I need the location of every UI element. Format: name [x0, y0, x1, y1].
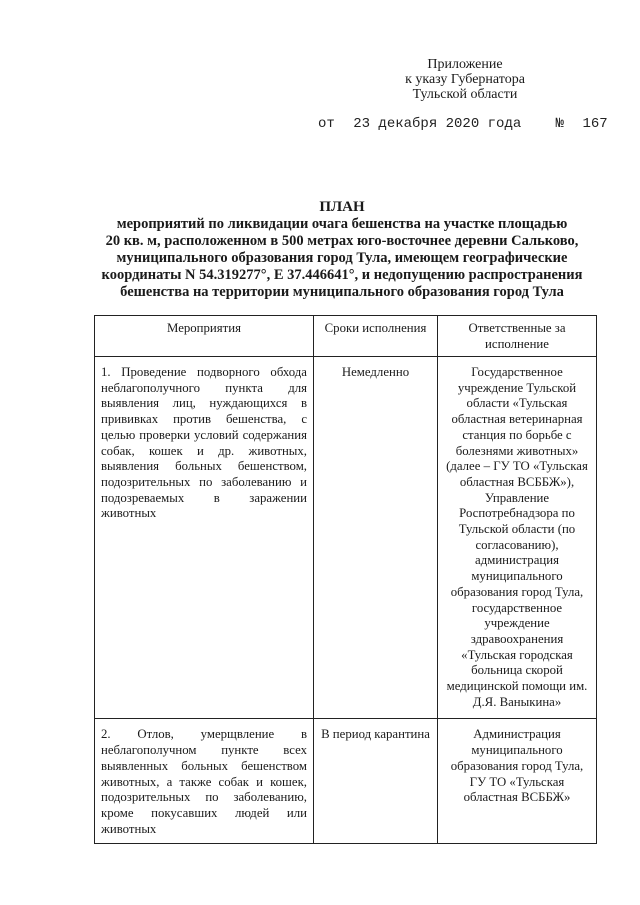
header-responsible: Ответственные за исполнение [438, 316, 597, 357]
row-responsible: Государственное учреждение Тульской области «Тульская областная ветеринарная станция по борьбе с болезнями животных» (далее – ГУ ТО «Тульская областная ВСББЖ»), Управление Роспотребнадзора по Тульской области (по согласованию), администрация муниципального образования город Тула, государственное учреждение здравоохранения «Тульская городская больница скорой медицинской помощи им. Д.Я. Ваныкина» [438, 357, 597, 719]
table-header-row [95, 316, 597, 357]
title-line-4: координаты N 54.319277°, E 37.446641°, и недопущению распространения [101, 267, 583, 283]
row-measure: 1. Проведение подворного обхода неблагополучного пункта для выявления лиц, нуждающихся в прививках против бешенства, с целью проверки условий содержания собак, кошек и др. животных, выявления больных бешенством, подозрительных по заболеванию и подозреваемых в заражении животных [95, 357, 314, 719]
decree-number-sign: № [555, 116, 565, 132]
row-deadline: В период карантина [314, 719, 438, 844]
title-line-5: бешенства на территории муниципального образования город Тула [120, 284, 564, 300]
title-line-2: 20 кв. м, расположенном в 500 метрах юго-восточнее деревни Сальково, [105, 233, 579, 249]
row-measure: 2. Отлов, умерщвление в неблагополучном пункте всех выявленных больных бешенством животных, а также собак и кошек, подозрительных по заболеванию, кроме покусавших людей или животных [95, 719, 314, 844]
appendix-line-2: к указу Губернатора [405, 72, 525, 87]
decree-number: 167 [582, 116, 608, 132]
decree-prefix: от [318, 116, 335, 132]
plan-table [94, 315, 597, 844]
header-measures: Мероприятия [95, 316, 314, 357]
row-responsible: Администрация муниципального образования город Тула, ГУ ТО «Тульская областная ВСББЖ» [438, 719, 597, 844]
decree-line [318, 116, 608, 132]
title-line-3: муниципального образования город Тула, имеющем географические [116, 250, 568, 266]
row-deadline: Немедленно [314, 357, 438, 719]
header-deadline: Сроки исполнения [314, 316, 438, 357]
table-row [95, 357, 597, 719]
decree-date: 23 декабря 2020 года [353, 116, 522, 132]
document-title [88, 199, 596, 301]
appendix-line-1: Приложение [427, 57, 503, 72]
table-row [95, 719, 597, 844]
title-heading: ПЛАН [319, 199, 365, 215]
appendix-block [370, 57, 560, 102]
title-line-1: мероприятий по ликвидации очага бешенства на участке площадью [116, 216, 568, 232]
appendix-line-3: Тульской области [412, 87, 518, 102]
